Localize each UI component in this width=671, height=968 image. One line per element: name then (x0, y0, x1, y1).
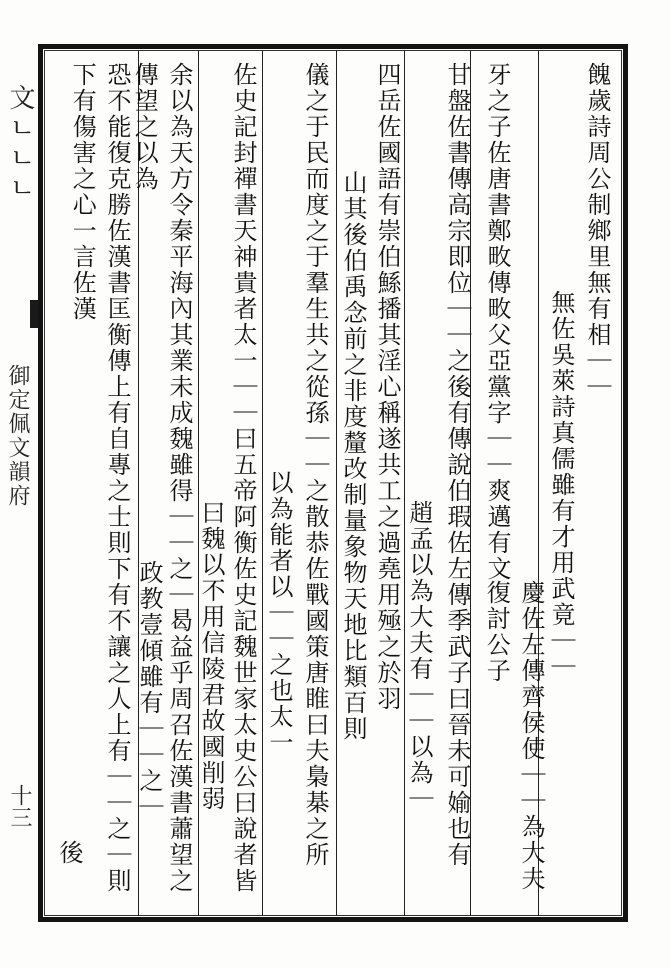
text-column: 後 (55, 840, 83, 866)
text-column: 以為能者以｜｜之也太一 (265, 470, 293, 756)
text-column: 曰魏以不用信陵君故國削弱 (197, 500, 225, 812)
text-column: 慶佐左傳齊侯使｜｜為大夫復討公子 (482, 580, 545, 892)
text-column: 餽歲詩周公制鄉里無有相｜｜ (583, 62, 611, 400)
margin-book-title: 御定佩文韻府 (5, 364, 30, 508)
text-column: 余以為天方令秦平海內其業未成魏雖得｜｜之｜曷益乎周召佐漢書蕭望之傳望之以為 (130, 62, 193, 894)
page-margin (2, 44, 35, 924)
text-column: 儀之于民而度之于羣生共之從孫｜｜之散恭佐戰國策唐睢曰夫梟棊之所 (301, 62, 329, 868)
text-column: 趙孟以為大夫有｜｜以為｜ (405, 500, 433, 812)
text-column: 佐史記封禪書天神貴者太一｜｜曰五帝阿衡佐史記魏世家太史公曰說者皆 (229, 62, 257, 894)
margin-edition-text: 文ㄴㄴㄴ (5, 84, 35, 204)
fish-tail-mark (30, 300, 38, 328)
text-column: 牙之子佐唐書鄭畋傳畋父亞黨字｜｜爽邁有文 (483, 62, 511, 582)
text-column: 無佐吳萊詩真儒雖有才用武竟｜｜ (547, 290, 575, 680)
text-column: 政教壹傾雖有｜｜之｜ (135, 560, 163, 820)
text-column: 甘盤佐書傳高宗即位｜｜之後有傳說伯瑕佐左傳季武子曰晉未可媮也有 (443, 62, 471, 868)
text-column: 恐不能復克勝佐漢書匡衡傳上有自專之士則下有不讓之人上有｜｜之｜則下有傷害之心一言佐漢 (68, 62, 131, 894)
text-column: 四岳佐國語有崇伯鯀播其淫心稱遂共工之過堯用殛之於羽 (373, 62, 401, 712)
margin-page-number: 十三 (7, 784, 32, 828)
text-column: 山其後伯禹念前之非度釐改制量象物天地比類百則 (339, 170, 367, 742)
